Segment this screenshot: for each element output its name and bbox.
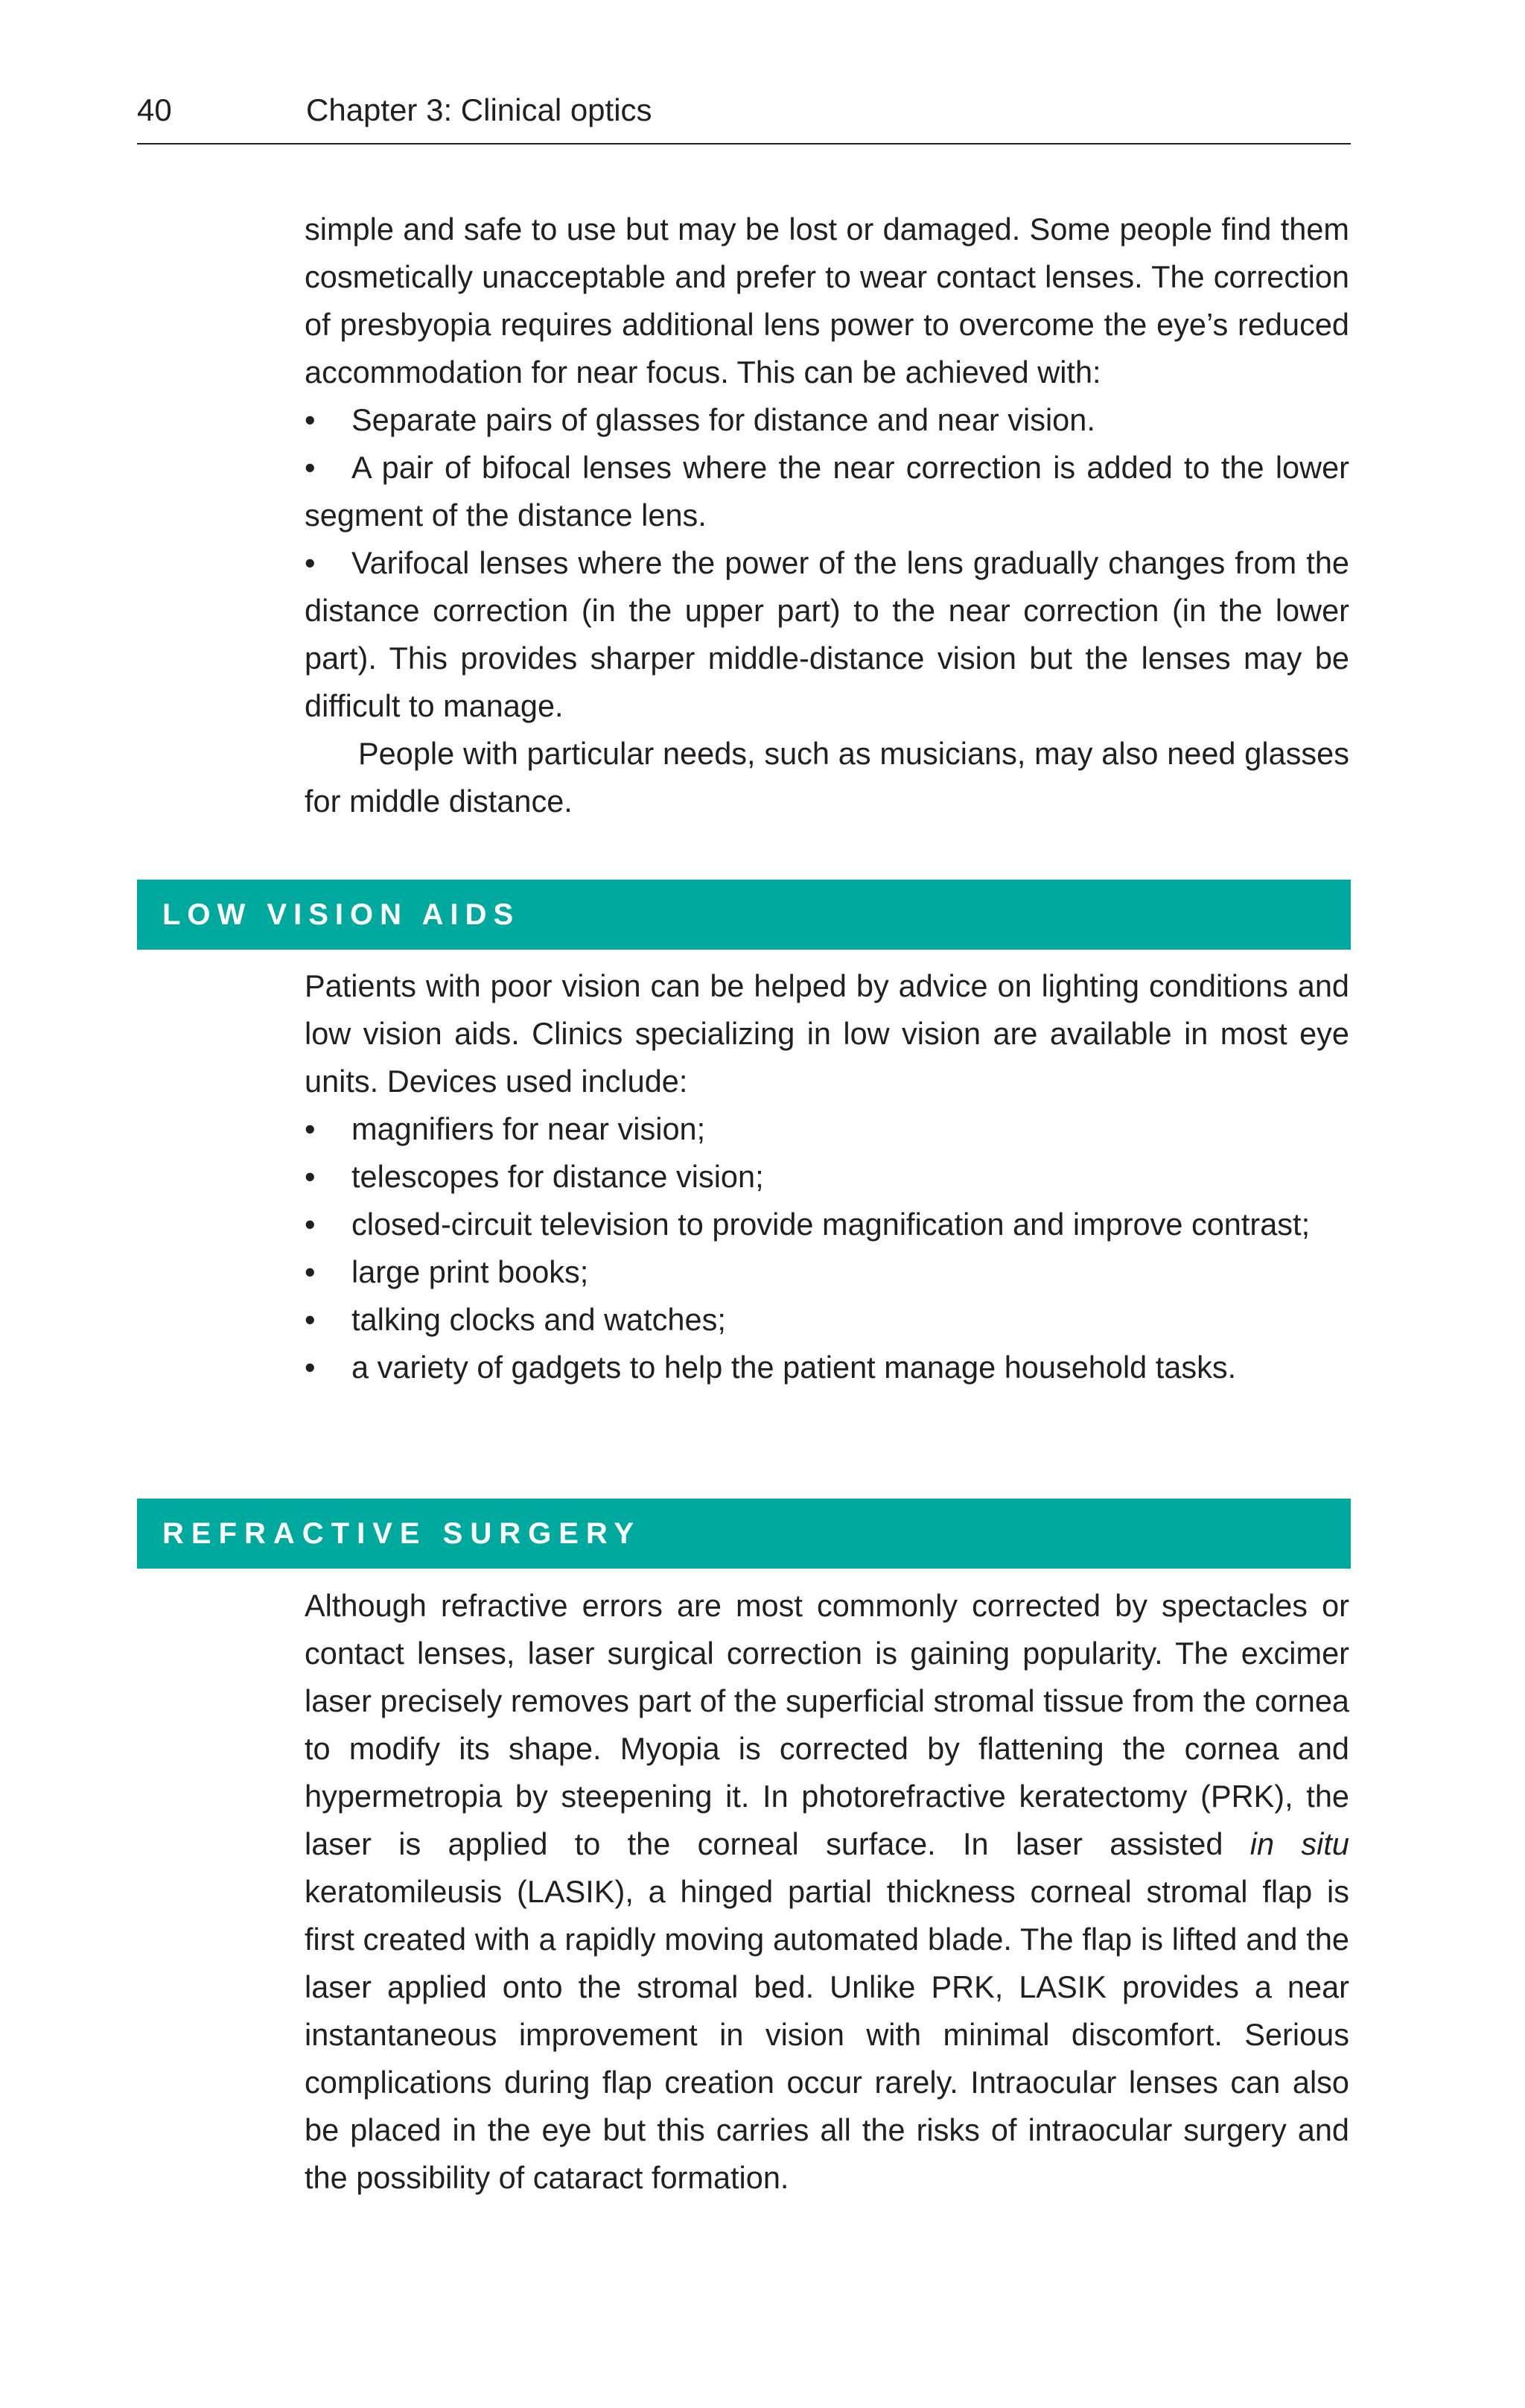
bullet-icon: • <box>305 402 316 437</box>
page-number: 40 <box>137 92 172 127</box>
bullet-icon: • <box>305 1159 316 1194</box>
bullet-icon: • <box>305 1207 316 1242</box>
running-head: Chapter 3: Clinical optics <box>306 92 652 127</box>
list-item <box>305 1344 1349 1391</box>
list-item <box>305 539 1349 730</box>
list-item-text: Varifocal lenses where the power of the lens gradually changes from the distance correction (in the upper part) to the near correction (in the lower part). This provides sharper middle-distance vision but the lenses may be difficult to manage. <box>305 545 1349 723</box>
bullet-icon: • <box>305 1350 316 1385</box>
low-vision-paragraph: Patients with poor vision can be helped by advice on lighting conditions and low vision aids. Clinics specializing in low vision are available in most eye units. Devices used include: <box>305 968 1349 1099</box>
list-item-text: talking clocks and watches; <box>351 1302 726 1337</box>
intro-paragraph: simple and safe to use but may be lost or damaged. Some people find them cosmetically unacceptable and prefer to wear contact lenses. The correction of presbyopia requires additional lens power to overcome the eye’s reduced accommodation for near focus. This can be achieved with: <box>305 212 1349 390</box>
bullet-icon: • <box>305 1302 316 1337</box>
section-heading-low-vision-aids <box>137 880 1351 950</box>
refractive-surgery-paragraph <box>305 1582 1349 2202</box>
low-vision-text <box>305 962 1349 1391</box>
bullet-icon: • <box>305 545 316 580</box>
list-item-text: large print books; <box>351 1254 589 1289</box>
section-title: REFRACTIVE SURGERY <box>162 1517 642 1550</box>
section-heading-refractive-surgery <box>137 1499 1351 1569</box>
list-item-text: closed-circuit television to provide magnification and improve contrast; <box>351 1207 1311 1242</box>
list-item-text: magnifiers for near vision; <box>351 1111 706 1146</box>
list-item-text: a variety of gadgets to help the patient manage household tasks. <box>351 1350 1237 1385</box>
list-item-text: A pair of bifocal lenses where the near correction is added to the lower segment of the distance lens. <box>305 450 1349 533</box>
paragraph-text: Although refractive errors are most commonly corrected by spectacles or contact lenses, laser surgical correction is gaining popularity. The excimer laser precisely removes part of the superficial stromal tissue from the cornea to modify its shape. Myopia is corrected by flattening the cornea and hypermetropia by steepening it. In photorefractive keratectomy (PRK), the laser is applied to the corneal surface. In laser assisted <box>305 1588 1349 1861</box>
italic-term: in situ <box>1249 1826 1349 1861</box>
section-title: LOW VISION AIDS <box>162 898 520 931</box>
list-item <box>305 1153 1349 1201</box>
list-item <box>305 396 1349 444</box>
refractive-surgery-text <box>305 1582 1349 2202</box>
page-header <box>137 88 1351 144</box>
list-item-text: telescopes for distance vision; <box>351 1159 764 1194</box>
list-item <box>305 1105 1349 1153</box>
paragraph-text: keratomileusis (LASIK), a hinged partial thickness corneal stromal flap is first created with a rapidly moving automated blade. The flap is lifted and the laser applied onto the stromal bed. Unlike PRK, LASIK provides a near instantaneous improvement in vision with minimal discomfort. Serious complications during flap creation occur rarely. Intraocular lenses can also be placed in the eye but this carries all the risks of intraocular surgery and the possibility of cataract formation. <box>305 1874 1349 2195</box>
bullet-icon: • <box>305 1254 316 1289</box>
bullet-icon: • <box>305 1111 316 1146</box>
list-item <box>305 444 1349 539</box>
bullet-icon: • <box>305 450 316 485</box>
intro-text <box>305 206 1349 825</box>
list-item <box>305 1296 1349 1344</box>
list-item <box>305 1248 1349 1296</box>
intro-closing-paragraph: People with particular needs, such as musicians, may also need glasses for middle distance. <box>305 736 1349 819</box>
list-item <box>305 1201 1349 1248</box>
list-item-text: Separate pairs of glasses for distance and near vision. <box>351 402 1095 437</box>
